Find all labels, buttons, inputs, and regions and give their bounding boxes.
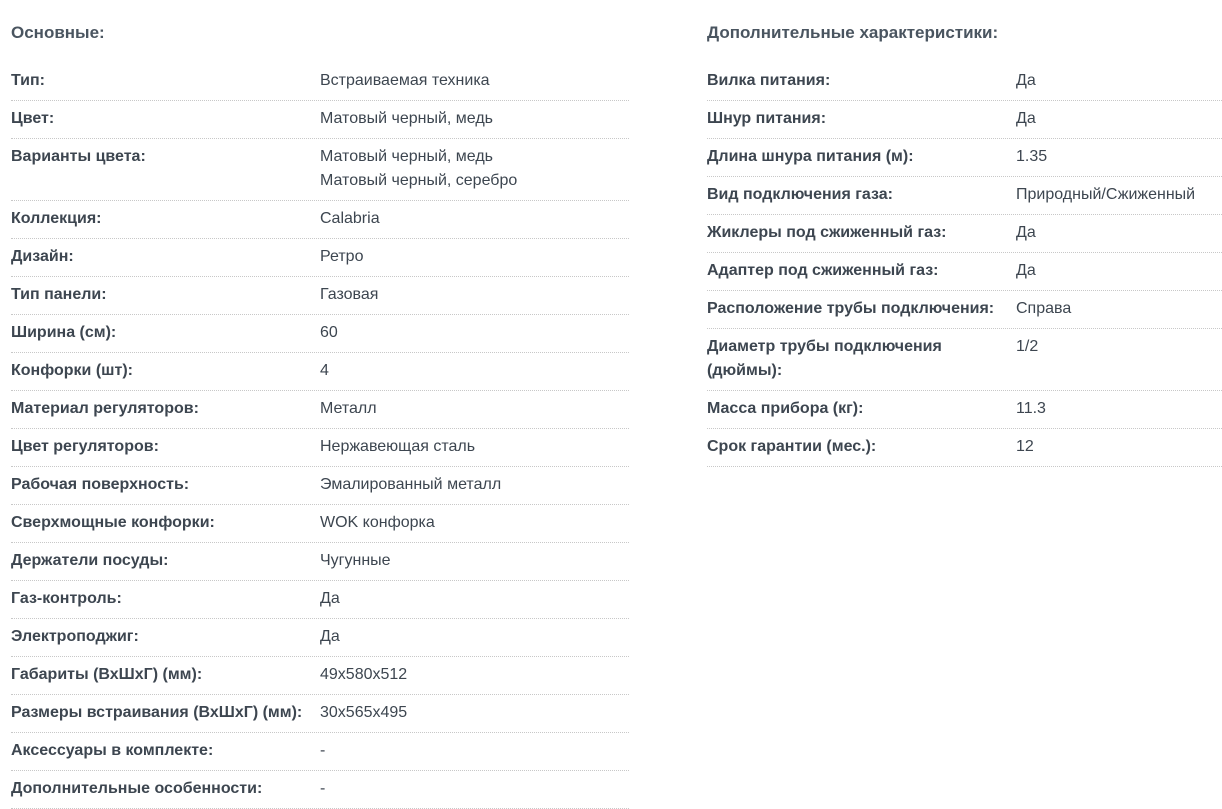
spec-label: Конфорки (шт): [11,362,133,379]
spec-value [320,69,629,93]
spec-label: Держатели посуды: [11,552,169,569]
main-specs-list [11,63,629,809]
spec-value [1016,145,1222,169]
spec-value [1016,107,1222,131]
spec-row [11,543,629,581]
spec-value-line: Да [1016,110,1036,127]
spec-label: Масса прибора (кг): [707,400,864,417]
spec-label: Жиклеры под сжиженный газ: [707,224,947,241]
spec-label: Газ-контроль: [11,590,122,607]
spec-label: Тип: [11,72,45,89]
spec-label: Коллекция: [11,210,102,227]
spec-value [320,359,629,383]
spec-value-line: Матовый черный, серебро [320,172,518,189]
spec-row [707,63,1222,101]
spec-label-line: Диаметр трубы подключения [707,338,942,355]
spec-row [11,467,629,505]
spec-row [11,619,629,657]
extra-specs-title: Дополнительные характеристики: [707,23,999,42]
spec-value-line: 11.3 [1016,400,1046,417]
spec-value-line: 1.35 [1016,148,1048,165]
spec-row [707,215,1222,253]
spec-value-line: Встраиваемая техника [320,72,490,89]
spec-value [320,283,629,307]
spec-row [707,139,1222,177]
spec-label: Материал регуляторов: [11,400,199,417]
spec-value-line: Да [1016,72,1036,89]
main-specs-title: Основные: [11,23,105,42]
main-specs-section [11,0,629,809]
spec-label: Дизайн: [11,248,74,265]
spec-row [11,139,629,201]
spec-value-line: 12 [1016,438,1034,455]
spec-row [11,771,629,809]
spec-row [11,657,629,695]
spec-label [707,335,1016,383]
spec-value-line: - [320,780,326,797]
spec-value [320,511,629,535]
spec-value [320,587,629,611]
spec-value-line: Газовая [320,286,379,303]
spec-row [707,429,1222,467]
spec-value [320,145,629,193]
spec-value-line: Справа [1016,300,1072,317]
spec-value-line: Calabria [320,210,380,227]
spec-value [320,777,629,801]
spec-value [320,397,629,421]
spec-value-line: Ретро [320,248,364,265]
spec-row [11,505,629,543]
spec-value [320,245,629,269]
spec-label: Варианты цвета: [11,148,146,165]
spec-row [707,253,1222,291]
spec-value [320,663,629,687]
spec-value-line: Матовый черный, медь [320,110,493,127]
spec-label: Вилка питания: [707,72,831,89]
spec-value-line: Металл [320,400,377,417]
spec-label: Длина шнура питания (м): [707,148,914,165]
spec-value [320,321,629,345]
spec-value-line: 4 [320,362,329,379]
spec-label: Адаптер под сжиженный газ: [707,262,939,279]
spec-row [707,101,1222,139]
spec-value [320,701,629,725]
spec-value [1016,259,1222,283]
spec-row [11,315,629,353]
spec-row [707,329,1222,391]
spec-row [11,733,629,771]
spec-value [1016,69,1222,93]
spec-value-line: Да [320,590,340,607]
spec-label: Рабочая поверхность: [11,476,190,493]
spec-value [1016,435,1222,459]
spec-value-line: Чугунные [320,552,391,569]
spec-value [320,435,629,459]
spec-label: Вид подключения газа: [707,186,893,203]
spec-value [320,107,629,131]
spec-value-line: Природный/Сжиженный [1016,186,1196,203]
spec-value [320,625,629,649]
spec-value-line: Нержавеющая сталь [320,438,476,455]
spec-label: Размеры встраивания (ВхШхГ) (мм): [11,704,303,721]
spec-value-line: - [320,742,326,759]
spec-value [320,739,629,763]
spec-label: Срок гарантии (мес.): [707,438,877,455]
spec-row [11,63,629,101]
spec-value [1016,335,1222,383]
spec-row [11,695,629,733]
extra-specs-section [707,0,1222,467]
spec-label-line: (дюймы): [707,362,783,379]
spec-value [1016,221,1222,245]
spec-value-line: Матовый черный, медь [320,148,493,165]
spec-label: Расположение трубы подключения: [707,300,995,317]
spec-row [11,239,629,277]
spec-label: Дополнительные особенности: [11,780,263,797]
spec-label: Цвет: [11,110,55,127]
spec-value [320,473,629,497]
spec-row [11,391,629,429]
spec-row [707,291,1222,329]
spec-label: Ширина (см): [11,324,117,341]
spec-label: Цвет регуляторов: [11,438,159,455]
spec-label: Сверхмощные конфорки: [11,514,215,531]
spec-value [1016,397,1222,421]
spec-value [320,549,629,573]
spec-label: Шнур питания: [707,110,827,127]
spec-row [707,177,1222,215]
spec-label: Тип панели: [11,286,107,303]
spec-value-line: Да [320,628,340,645]
spec-value-line: Да [1016,262,1036,279]
spec-value-line: 49x580x512 [320,666,408,683]
spec-row [707,391,1222,429]
spec-row [11,101,629,139]
spec-row [11,201,629,239]
spec-row [11,429,629,467]
extra-specs-list [707,63,1222,467]
spec-label: Электроподжиг: [11,628,139,645]
spec-row [11,353,629,391]
spec-value-line: 1/2 [1016,338,1039,355]
spec-label: Габариты (ВхШхГ) (мм): [11,666,203,683]
spec-label: Аксессуары в комплекте: [11,742,214,759]
spec-row [11,277,629,315]
spec-value-line: 30x565x495 [320,704,408,721]
spec-row [11,581,629,619]
spec-value-line: Эмалированный металл [320,476,502,493]
spec-value [1016,183,1222,207]
spec-value-line: 60 [320,324,338,341]
spec-value [1016,297,1222,321]
spec-value [320,207,629,231]
spec-value-line: WOK конфорка [320,514,435,531]
spec-value-line: Да [1016,224,1036,241]
